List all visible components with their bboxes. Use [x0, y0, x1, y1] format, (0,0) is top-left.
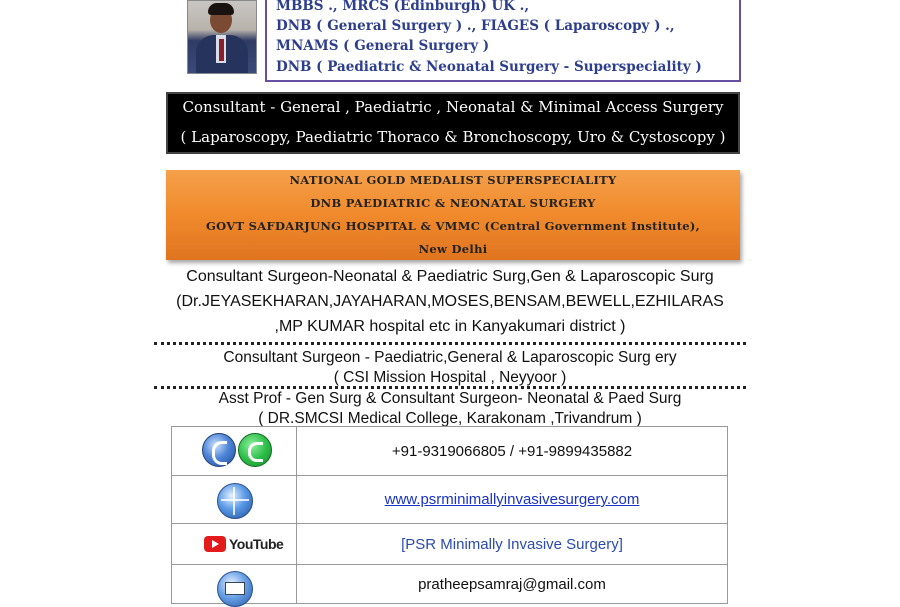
- qualification-line-3: MNAMS ( General Surgery ): [276, 38, 490, 54]
- phone-numbers[interactable]: +91-9319066805 / +91-9899435882: [391, 442, 633, 460]
- qualification-line-4: DNB ( Paediatric & Neonatal Surgery - Superspeciality ): [276, 59, 702, 75]
- contact-icon-cell: [172, 565, 297, 603]
- divider-1: [154, 342, 746, 345]
- consultant-banner-line-1: Consultant - General , Paediatric , Neonatal & Minimal Access Surgery: [182, 98, 724, 116]
- contact-icon-cell: [172, 476, 297, 523]
- contact-icon-cell: [172, 427, 297, 475]
- qualification-line-2: DNB ( General Surgery ) ., FIAGES ( Laparoscopy ) .,: [276, 18, 675, 34]
- position-2-title: Consultant Surgeon - Paediatric,General & Laparoscopic Surg ery: [223, 349, 677, 366]
- qualification-line-1: MBBS ., MRCS (Edinburgh) UK .,: [276, 0, 530, 14]
- email-address[interactable]: pratheepsamraj@gmail.com: [418, 575, 606, 593]
- consultant-banner-line-2: ( Laparoscopy, Paediatric Thoraco & Bronchoscopy, Uro & Cystoscopy ): [180, 128, 726, 146]
- position-1-hospitals: (Dr.JEYASEKHARAN,JAYAHARAN,MOSES,BENSAM,BEWELL,EZHILARAS: [176, 293, 724, 310]
- youtube-channel-link[interactable]: [PSR Minimally Invasive Surgery]: [401, 535, 623, 553]
- website-link[interactable]: www.psrminimallyinvasivesurgery.com: [384, 491, 640, 508]
- contact-icon-cell: [172, 524, 297, 564]
- contact-row-youtube: [171, 523, 728, 565]
- medalist-line-1: NATIONAL GOLD MEDALIST SUPERSPECIALITY: [289, 173, 617, 187]
- youtube-play-icon: [204, 536, 226, 552]
- position-3-title: Asst Prof - Gen Surg & Consultant Surgeon- Neonatal & Paed Surg: [218, 390, 682, 407]
- divider-2: [154, 386, 746, 389]
- medalist-line-4: New Delhi: [418, 242, 488, 256]
- medalist-line-3: GOVT SAFDARJUNG HOSPITAL & VMMC (Central Government Institute),: [206, 219, 700, 233]
- youtube-logo-text: YouTube: [229, 536, 284, 552]
- position-1-title: Consultant Surgeon-Neonatal & Paediatric Surg,Gen & Laparoscopic Surg: [186, 268, 714, 285]
- position-1-location: ,MP KUMAR hospital etc in Kanyakumari district ): [274, 318, 626, 335]
- contact-row-email: [171, 564, 728, 604]
- position-3-college: ( DR.SMCSI Medical College, Karakonam ,Trivandrum ): [258, 410, 642, 427]
- profile-photo: [187, 0, 257, 74]
- contact-row-website: [171, 475, 728, 524]
- medalist-line-2: DNB PAEDIATRIC & NEONATAL SURGERY: [310, 196, 596, 210]
- phone-icon: [202, 433, 236, 467]
- contact-row-phone: [171, 426, 728, 476]
- whatsapp-icon: [238, 433, 272, 467]
- email-icon: [217, 571, 253, 607]
- position-2-hospital: ( CSI Mission Hospital , Neyyoor ): [333, 369, 567, 386]
- globe-icon: [217, 483, 253, 519]
